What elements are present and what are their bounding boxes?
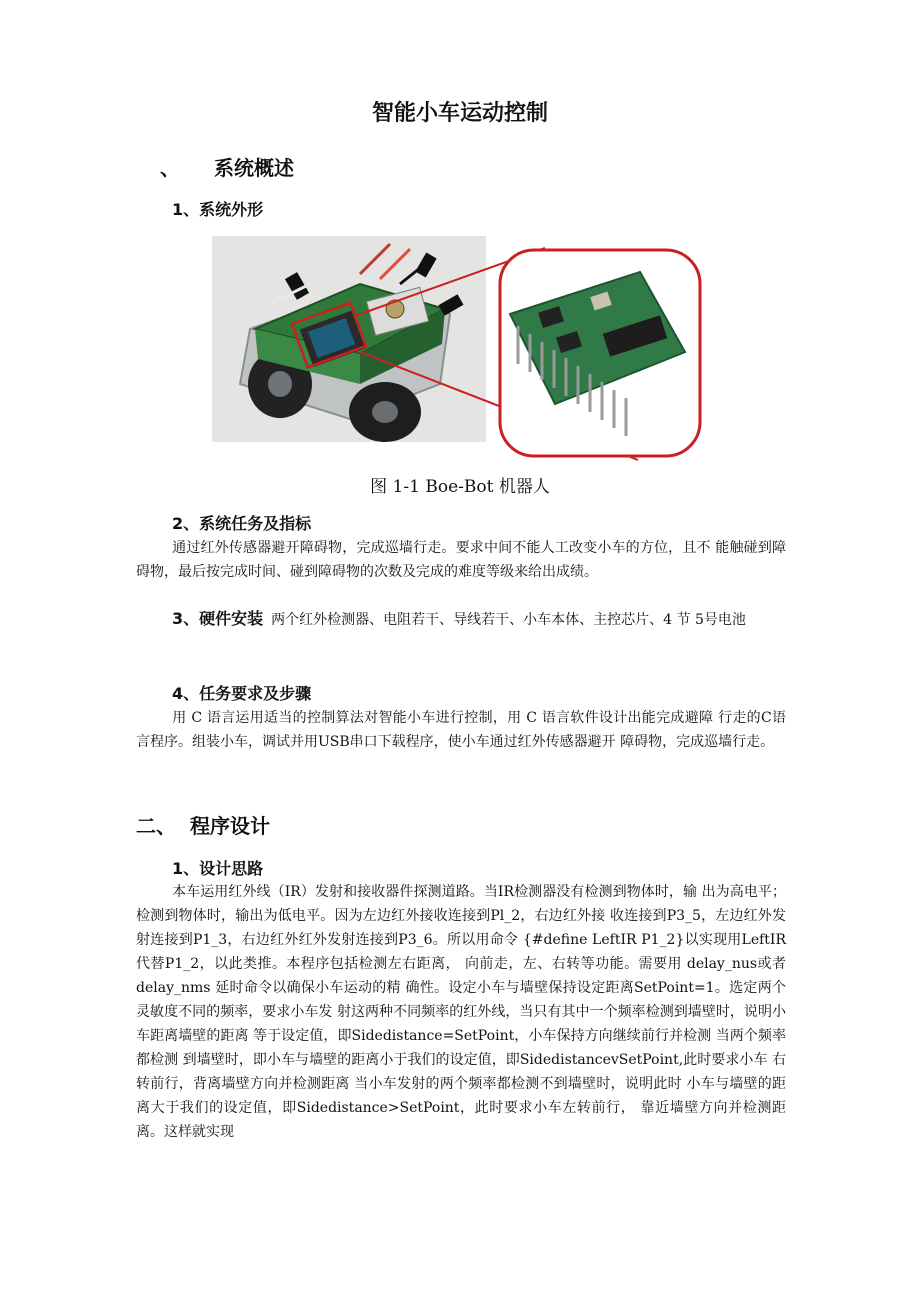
section2-title: 程序设计 [190,814,270,838]
boe-bot-figure [210,234,710,466]
page-title: 智能小车运动控制 [371,101,548,126]
subsection-1-3-text: 两个红外检测器、电阻若干、导线若干、小车本体、主控芯片、4 节 5号电池 [271,612,746,628]
subsection-1-4-heading: 4、任务要求及步骤 [172,684,312,703]
subsection-1-1-heading: 1、系统外形 [172,200,264,219]
figure-caption: 图 1-1 Boe-Bot 机器人 [370,477,550,497]
subsection-2-1-text: 本车运用红外线（IR）发射和接收器件探测道路。当IR检测器没有检测到物体时，输 出为高电平；检测到物体时，输出为低电平。因为左边红外接收连接到Pl_2，右边红外接 收连接到P3_5，左边红外发射连接到P1_3，右边红外红外发射连接到P3_6。所以用命令 {#define LeftIR P1_2}以实现用LeftIR代替P1_2，以此类推。本程序包括检测左右距离， 向前走，左、右转等功能。需要用 delay_nus或者 delay_nms 延时命令以确保小车运动的精 确性。设定小车与墙壁保持设定距离SetPoint=1。选定两个灵敏度不同的频率，要求小车发 射这两种不同频率的红外线，当只有其中一个频率检测到墙壁时，说明小车距离墙壁的距离 等于设定值，即Sidedistance=SetPoint，小车保持方向继续前行并检测 当两个频率都检测 到墙壁时，即小车与墙壁的距离小于我们的设定值，即SidedistancevSetPoint,此时要求小车 右转前行，背离墙壁方向并检测距离 当小车发射的两个频率都检测不到墙壁时，说明此时 小车与墙壁的距离大于我们的设定值，即Sidedistance>SetPoint，此时要求小车左转前行， 靠近墙壁方向并检测距离。这样就实现 [136,884,786,1140]
section2-heading [136,810,270,839]
subsection-1-3-paragraph [136,607,786,632]
subsection-1-2-text: 通过红外传感器避开障碍物，完成巡墙行走。要求中间不能人工改变小车的方位，且不 能触碰到障碍物，最后按完成时间、碰到障碍物的次数及完成的难度等级来给出成绩。 [136,540,786,580]
subsection-1-4-paragraph [136,706,786,754]
subsection-1-4-text: 用 C 语言运用适当的控制算法对智能小车进行控制，用 C 语言软件设计出能完成避障 行走的C语言程序。组装小车，调试并用USB串口下载程序，使小车通过红外传感器避开 障碍物，完成巡墙行走。 [136,710,786,750]
section2-number: 二、 [136,814,176,838]
subsection-1-2-heading: 2、系统任务及指标 [172,514,312,533]
section1-title: 系统概述 [214,156,294,180]
subsection-2-1-paragraph [136,880,786,1144]
section1-number: 、 [160,156,180,180]
subsection-1-3-heading: 3、硬件安装 [172,609,264,628]
subsection-2-1-heading: 1、设计思路 [172,859,264,878]
section1-heading [160,152,294,181]
chip-magnified-image [500,250,700,456]
subsection-1-2-paragraph [136,536,786,584]
